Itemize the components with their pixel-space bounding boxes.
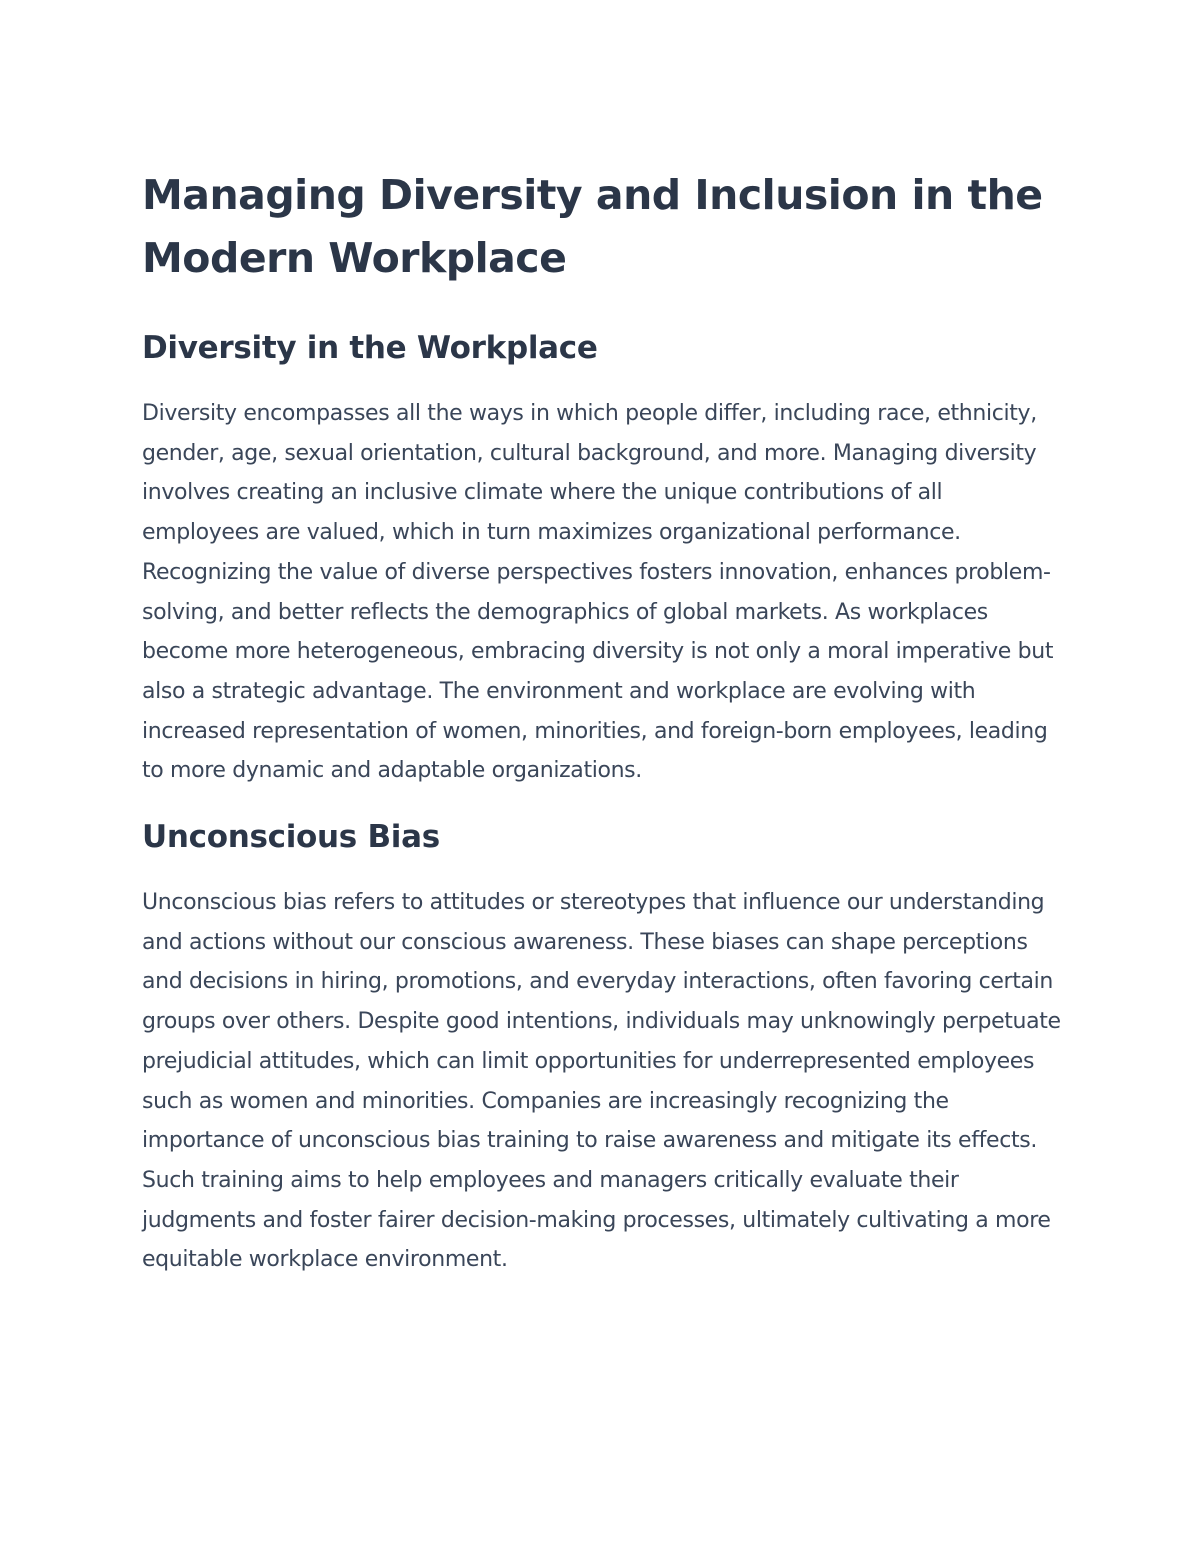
section-heading-diversity: Diversity in the Workplace (142, 330, 598, 366)
section-body-unconscious-bias: Unconscious bias refers to attitudes or stereotypes that influence our understanding and actions without our conscious awareness. These biases can shape perceptions and decisions in hiring, promotions, and everyday interactions, often favoring certain groups over others. Despite good intentions, individuals may unknowingly perpetuate prejudicial attitudes, which can limit opportunities for underrepresented employees such as women and minorities. Companies are increasingly recognizing the importance of unconscious bias training to raise awareness and mitigate its effects. Such training aims to help employees and managers critically evaluate their judgments and foster fairer decision-making processes, ultimately cultivating a more equitable workplace environment. (142, 890, 1061, 1273)
document-page (142, 164, 1064, 1280)
document-title: Managing Diversity and Inclusion in the Modern Workplace (142, 171, 1043, 282)
section-heading-unconscious-bias: Unconscious Bias (142, 819, 440, 856)
section-body-diversity: Diversity encompasses all the ways in which people differ, including race, ethnicity, gender, age, sexual orientation, cultural background, and more. Managing diversity involves creating an inclusive climate where the unique contributions of all employees are valued, which in turn maximizes organizational performance. Recognizing the value of diverse perspectives fosters innovation, enhances problem-solving, and better reflects the demographics of global markets. As workplaces become more heterogeneous, embracing diversity is not only a moral imperative but also a strategic advantage. The environment and workplace are evolving with increased representation of women, minorities, and foreign-born employees, leading to more dynamic and adaptable organizations. (142, 401, 1054, 784)
